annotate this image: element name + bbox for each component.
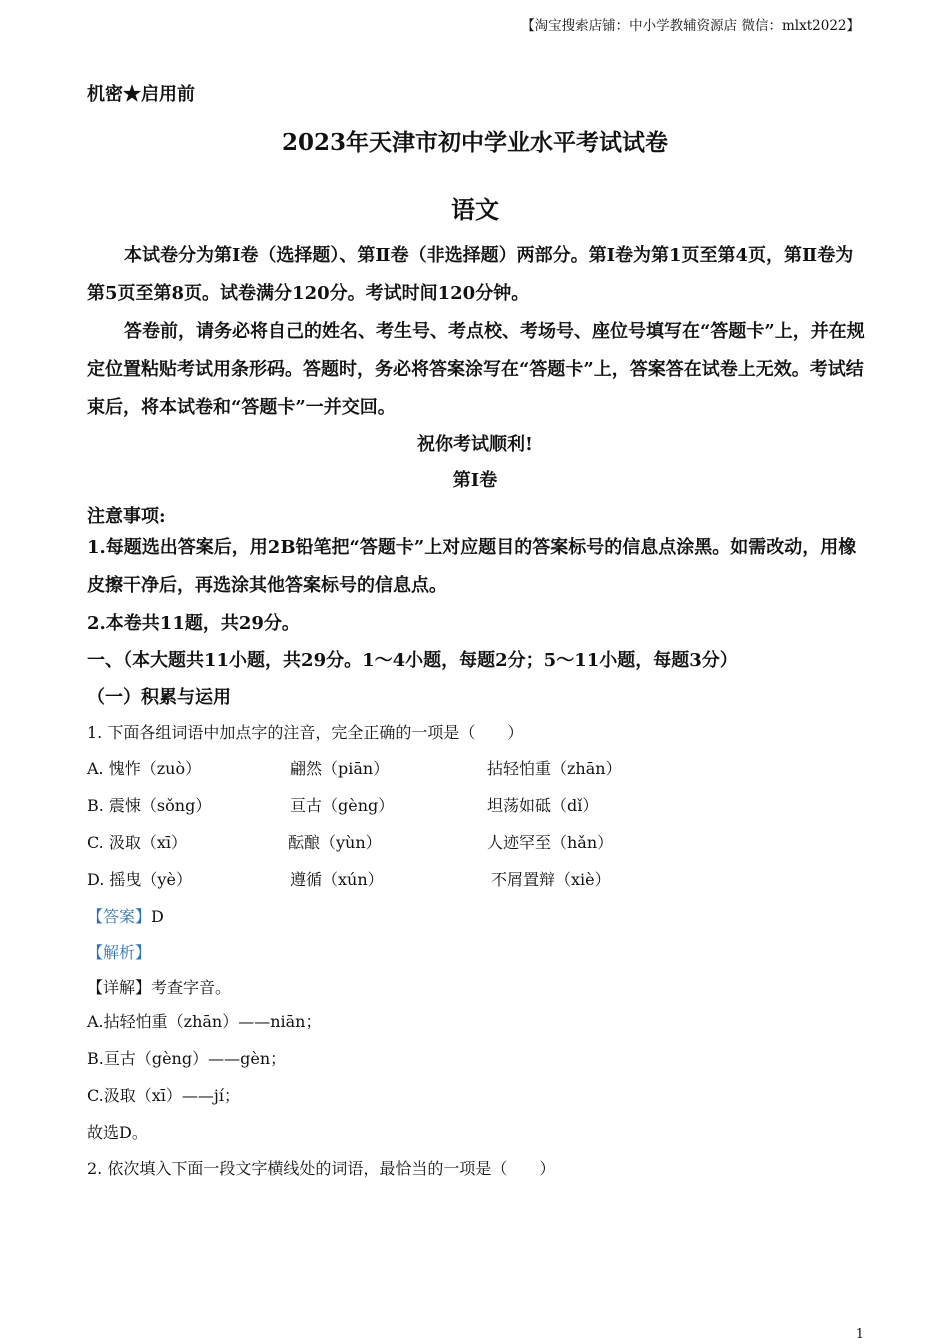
answer-tag: 【答案】 — [87, 907, 152, 926]
explain-line-c: C.汲取（xī）——jí； — [87, 1086, 240, 1105]
final-choice: 故选D。 — [87, 1123, 148, 1142]
section-heading: 一、（本大题共11小题，共29分。1～4小题，每题2分；5～11小题，每题3分） — [87, 650, 738, 671]
option-d-1: D. 摇曳（yè） — [87, 870, 192, 889]
header-banner: 【淘宝搜索店铺：中小学教辅资源店 微信：mlxt2022】 — [521, 18, 860, 34]
option-b-2: 亘古（gèng） — [290, 796, 395, 815]
detail-line: 【详解】考查字音。 — [87, 978, 232, 997]
option-c-1: C. 汲取（xī） — [87, 833, 187, 852]
intro-paragraph-2: 答卷前，请务必将自己的姓名、考生号、考点校、考场号、座位号填写在“答题卡”上，并在规定位置粘贴考试用条形码。答题时，务必将答案涂写在“答题卡”上，答案答在试卷上无效。考试结束后，将本试卷和“答题卡”一并交回。 — [87, 321, 865, 418]
analysis-tag: 【解析】 — [87, 943, 152, 962]
volume-heading: 第Ⅰ卷 — [452, 470, 498, 491]
question-2-stem: 2. 依次填入下面一段文字横线处的词语，最恰当的一项是（ ） — [87, 1159, 556, 1178]
option-b-1: B. 震悚（sǒng） — [87, 796, 212, 815]
option-a-1: A. 愧怍（zuò） — [87, 759, 202, 778]
option-d-2: 遵循（xún） — [290, 870, 384, 889]
explain-line-a: A.拈轻怕重（zhān）——niān； — [87, 1012, 322, 1031]
notice-heading: 注意事项: — [87, 506, 166, 527]
question-1-stem: 1. 下面各组词语中加点字的注音，完全正确的一项是（ ） — [87, 723, 524, 742]
intro-block — [87, 237, 867, 427]
option-c-3: 人迹罕至（hǎn） — [487, 833, 614, 852]
explain-line-b: B.亘古（gèng）——gèn； — [87, 1049, 287, 1068]
option-a-2: 翩然（piān） — [290, 759, 390, 778]
option-a-3: 拈轻怕重（zhān） — [487, 759, 622, 778]
option-d-3: 不屑置辩（xiè） — [491, 870, 611, 889]
notice-item-2: 2.本卷共11题，共29分。 — [87, 613, 300, 634]
option-b-3: 坦荡如砥（dǐ） — [487, 796, 599, 815]
wish-line: 祝你考试顺利! — [417, 434, 533, 455]
notice-item-1: 1.每题选出答案后，用2B铅笔把“答题卡”上对应题目的答案标号的信息点涂黑。如需改动，用橡皮擦干净后，再选涂其他答案标号的信息点。 — [87, 537, 857, 596]
confidential-mark: 机密★启用前 — [87, 84, 195, 105]
intro-paragraph-1: 本试卷分为第Ⅰ卷（选择题）、第Ⅱ卷（非选择题）两部分。第Ⅰ卷为第1页至第4页，第Ⅱ卷为第5页至第8页。试卷满分120分。考试时间120分钟。 — [87, 245, 854, 304]
exam-title: 2023年天津市初中学业水平考试试卷 — [281, 129, 668, 156]
subsection-heading: （一）积累与运用 — [87, 687, 231, 708]
option-c-2: 酝酿（yùn） — [288, 833, 382, 852]
subject-title: 语文 — [451, 195, 499, 224]
page-number: 1 — [855, 1327, 864, 1342]
answer-value: D — [151, 907, 164, 926]
answer-line — [87, 904, 164, 927]
